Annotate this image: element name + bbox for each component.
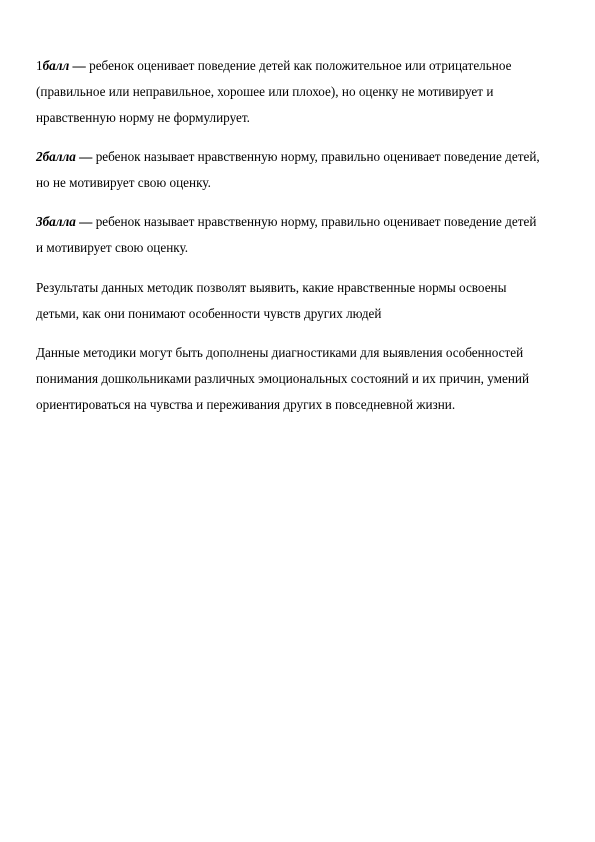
score-1-line-1	[36, 53, 556, 79]
score-2-line-1	[36, 144, 556, 170]
extra-line-2: понимания дошкольниками различных эмоциональных состояний и их причин, умений	[36, 371, 530, 386]
score-1-dash: —	[69, 58, 90, 73]
score-3-dash: —	[75, 214, 96, 229]
score-1-number: 1	[36, 58, 43, 73]
additional-diagnostics-paragraph	[36, 340, 556, 418]
results-line-1: Результаты данных методик позволят выявить, какие нравственные нормы освоены	[36, 280, 507, 295]
score-2-text-1: ребенок называет нравственную норму, правильно оценивает поведение детей,	[95, 149, 540, 164]
score-3-label: 3балла	[36, 214, 76, 229]
score-1-line-3: нравственную норму не формулирует.	[36, 110, 250, 125]
score-2-label: 2балла	[36, 149, 76, 164]
score-2-dash: —	[75, 149, 96, 164]
extra-line-1: Данные методики могут быть дополнены диагностиками для выявления особенностей	[36, 345, 524, 360]
score-3-text-1: ребенок называет нравственную норму, правильно оценивает поведение детей	[95, 214, 537, 229]
score-3-criterion	[36, 209, 556, 261]
score-2-line-2: но не мотивирует свою оценку.	[36, 175, 211, 190]
results-line-2: детьми, как они понимают особенности чувств других людей	[36, 306, 382, 321]
score-2-criterion	[36, 144, 556, 196]
extra-line-3: ориентироваться на чувства и переживания других в повседневной жизни.	[36, 397, 456, 412]
score-1-criterion	[36, 53, 556, 131]
score-1-line-2: (правильное или неправильное, хорошее или плохое), но оценку не мотивирует и	[36, 84, 494, 99]
results-paragraph	[36, 275, 556, 327]
score-3-line-1	[36, 209, 556, 235]
score-1-label: балл	[42, 58, 70, 73]
score-1-text-1: ребенок оценивает поведение детей как положительное или отрицательное	[89, 58, 512, 73]
score-3-line-2: и мотивирует свою оценку.	[36, 240, 189, 255]
